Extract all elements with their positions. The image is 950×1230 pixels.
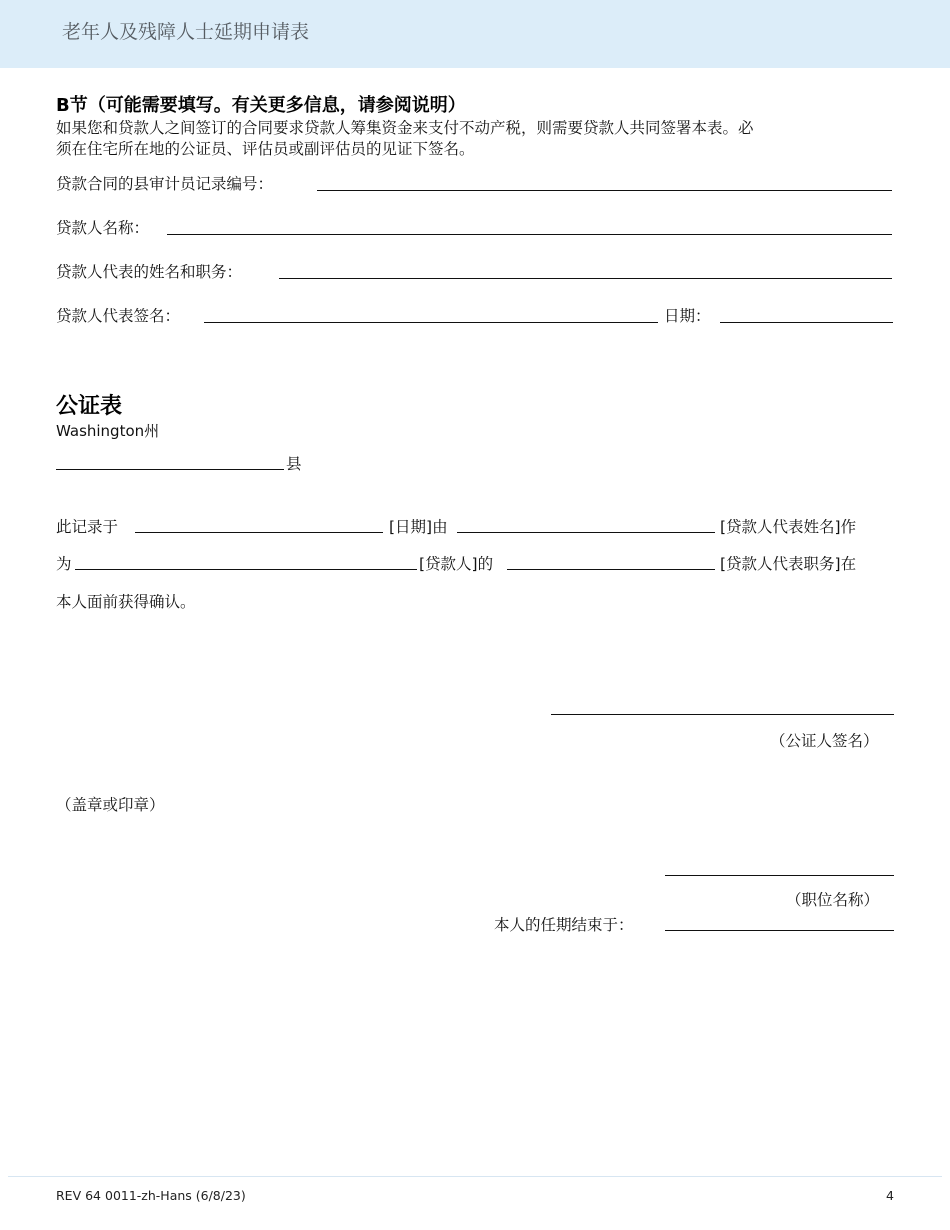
ack-rep-title-field[interactable] bbox=[507, 569, 715, 570]
notary-state: Washington州 bbox=[56, 422, 160, 440]
term-expires-label: 本人的任期结束于： bbox=[494, 916, 634, 934]
auditor-record-label: 贷款合同的县审计员记录编号： bbox=[56, 175, 274, 193]
ack-rep-name-field[interactable] bbox=[457, 532, 715, 533]
county-field[interactable] bbox=[56, 469, 284, 470]
ack-rep-title-tag: [贷款人代表职务]在 bbox=[720, 555, 857, 573]
lender-name-field[interactable] bbox=[167, 234, 892, 235]
notary-heading: 公证表 bbox=[56, 394, 123, 419]
rep-signature-label: 贷款人代表签名： bbox=[56, 307, 181, 325]
section-b-heading: B节（可能需要填写。有关更多信息，请参阅说明） bbox=[56, 95, 466, 116]
footer-divider bbox=[8, 1176, 942, 1177]
ack-prefix: 此记录于 bbox=[56, 518, 119, 536]
form-title: 老年人及残障人士延期申请表 bbox=[62, 21, 310, 43]
rep-name-title-field[interactable] bbox=[279, 278, 892, 279]
ack-date-field[interactable] bbox=[135, 532, 383, 533]
lender-name-label: 贷款人名称： bbox=[56, 219, 150, 237]
notary-title-field[interactable] bbox=[665, 875, 894, 876]
signature-date-label: 日期： bbox=[664, 307, 711, 325]
form-id: REV 64 0011-zh-Hans (6/8/23) bbox=[56, 1188, 246, 1203]
notary-signature-caption: （公证人签名） bbox=[770, 732, 879, 750]
ack-as-prefix: 为 bbox=[56, 555, 72, 573]
rep-name-title-label: 贷款人代表的姓名和职务： bbox=[56, 263, 243, 281]
signature-date-field[interactable] bbox=[720, 322, 893, 323]
notary-title-caption: （职位名称） bbox=[786, 891, 880, 909]
rep-signature-field[interactable] bbox=[204, 322, 658, 323]
section-b-intro-line-1: 如果您和贷款人之间签订的合同要求贷款人筹集资金来支付不动产税，则需要贷款人共同签署本表。必 bbox=[56, 119, 754, 137]
county-suffix: 县 bbox=[286, 455, 302, 473]
auditor-record-field[interactable] bbox=[317, 190, 892, 191]
ack-line-3: 本人面前获得确认。 bbox=[56, 593, 196, 611]
ack-lender-field[interactable] bbox=[75, 569, 417, 570]
header-band bbox=[0, 0, 950, 68]
seal-caption: （盖章或印章） bbox=[56, 796, 165, 814]
ack-rep-name-tag: [贷款人代表姓名]作 bbox=[720, 518, 857, 536]
ack-lender-tag: [贷款人]的 bbox=[419, 555, 494, 573]
page-number: 4 bbox=[886, 1188, 894, 1203]
notary-signature-field[interactable] bbox=[551, 714, 894, 715]
ack-date-tag: [日期]由 bbox=[389, 518, 448, 536]
section-b-intro-line-2: 须在住宅所在地的公证员、评估员或副评估员的见证下签名。 bbox=[56, 140, 475, 158]
term-expires-field[interactable] bbox=[665, 930, 894, 931]
